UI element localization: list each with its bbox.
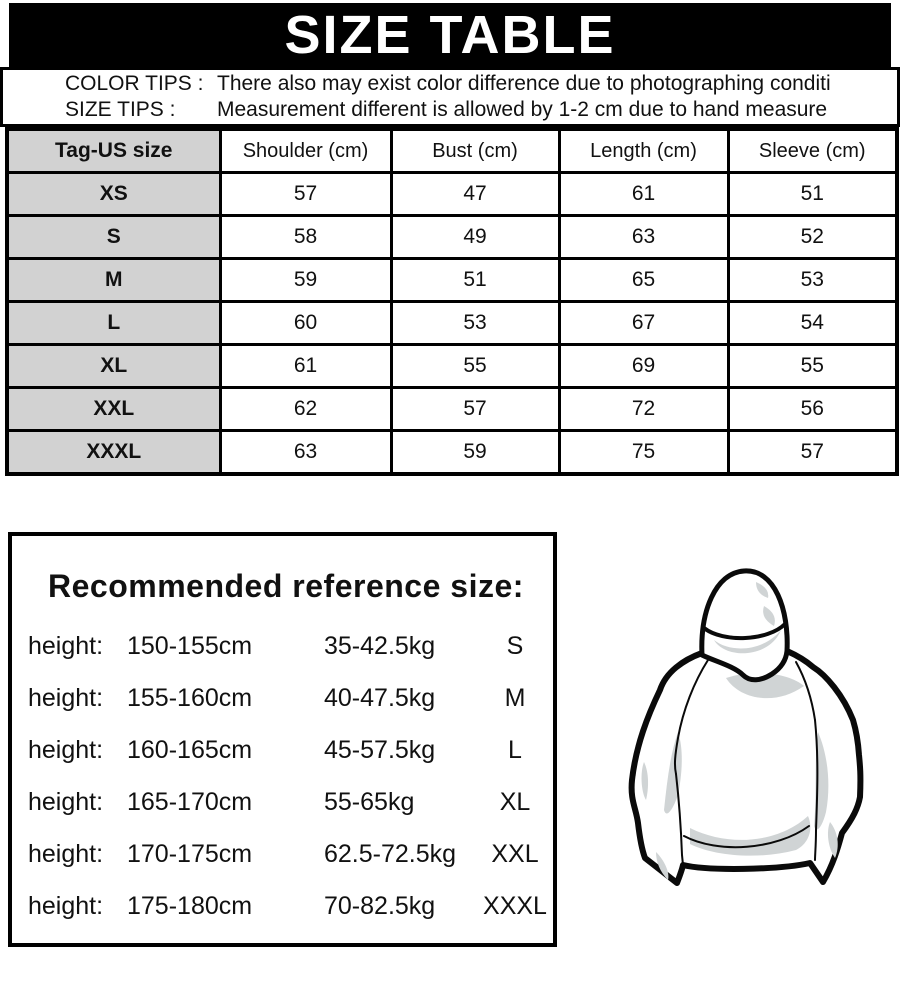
- size-label: M: [7, 259, 220, 302]
- size-label: XL: [7, 345, 220, 388]
- size-table-banner: [9, 3, 891, 67]
- shoulder-value: 59: [220, 259, 391, 302]
- color-tips-row: [3, 71, 897, 97]
- table-row-xxxl: [7, 431, 897, 475]
- reference-row: [12, 880, 553, 932]
- table-header-row: [7, 129, 897, 173]
- bust-value: 53: [391, 302, 559, 345]
- sleeve-value: 51: [728, 173, 897, 216]
- column-header-bust: Bust (cm): [391, 129, 559, 173]
- size-label: XS: [7, 173, 220, 216]
- shoulder-value: 63: [220, 431, 391, 475]
- size-tips-text: Measurement different is allowed by 1-2 cm due to hand measure: [217, 98, 828, 121]
- height-range: 160-165cm: [127, 735, 253, 764]
- recommended-size: L: [508, 735, 522, 764]
- length-value: 75: [559, 431, 728, 475]
- page-title: SIZE TABLE: [284, 5, 616, 65]
- length-value: 63: [559, 216, 728, 259]
- shoulder-value: 57: [220, 173, 391, 216]
- column-header-length: Length (cm): [559, 129, 728, 173]
- shoulder-value: 58: [220, 216, 391, 259]
- size-label: L: [7, 302, 220, 345]
- weight-range: 40-47.5kg: [324, 683, 436, 712]
- weight-range: 62.5-72.5kg: [324, 839, 457, 868]
- bust-value: 59: [391, 431, 559, 475]
- height-range: 150-155cm: [127, 631, 253, 660]
- recommended-size: XXXL: [483, 891, 547, 920]
- reference-row: [12, 620, 553, 672]
- bust-value: 55: [391, 345, 559, 388]
- height-range: 155-160cm: [127, 683, 253, 712]
- weight-range: 45-57.5kg: [324, 735, 436, 764]
- reference-row: [12, 828, 553, 880]
- length-value: 67: [559, 302, 728, 345]
- table-row-xs: [7, 173, 897, 216]
- reference-row: [12, 672, 553, 724]
- sleeve-value: 53: [728, 259, 897, 302]
- weight-range: 35-42.5kg: [324, 631, 436, 660]
- color-tips-label: COLOR TIPS :: [65, 72, 204, 95]
- reference-row: [12, 776, 553, 828]
- recommended-size-rows: [12, 620, 553, 932]
- shoulder-value: 60: [220, 302, 391, 345]
- table-row-s: [7, 216, 897, 259]
- table-row-m: [7, 259, 897, 302]
- sleeve-value: 54: [728, 302, 897, 345]
- recommended-size: S: [506, 631, 524, 660]
- weight-range: 70-82.5kg: [324, 891, 436, 920]
- sleeve-value: 56: [728, 388, 897, 431]
- shoulder-value: 61: [220, 345, 391, 388]
- column-header-tag-size: Tag-US size: [7, 129, 220, 173]
- reference-row: [12, 724, 553, 776]
- length-value: 65: [559, 259, 728, 302]
- length-value: 72: [559, 388, 728, 431]
- table-row-xxl: [7, 388, 897, 431]
- size-label: XXXL: [7, 431, 220, 475]
- bust-value: 49: [391, 216, 559, 259]
- sleeve-value: 55: [728, 345, 897, 388]
- bust-value: 57: [391, 388, 559, 431]
- size-label: XXL: [7, 388, 220, 431]
- height-label: height:: [28, 787, 104, 816]
- size-tips-label: SIZE TIPS :: [65, 98, 176, 121]
- table-row-l: [7, 302, 897, 345]
- height-range: 165-170cm: [127, 787, 253, 816]
- height-range: 170-175cm: [127, 839, 253, 868]
- weight-range: 55-65kg: [324, 787, 415, 816]
- hoodie-back-view-illustration: [618, 560, 900, 895]
- height-label: height:: [28, 839, 104, 868]
- recommended-size: XL: [499, 787, 531, 816]
- bust-value: 51: [391, 259, 559, 302]
- length-value: 61: [559, 173, 728, 216]
- height-label: height:: [28, 891, 104, 920]
- column-header-shoulder: Shoulder (cm): [220, 129, 391, 173]
- recommended-size: M: [504, 683, 526, 712]
- sleeve-value: 57: [728, 431, 897, 475]
- recommended-size-heading: Recommended reference size:: [48, 568, 524, 604]
- sleeve-value: 52: [728, 216, 897, 259]
- height-label: height:: [28, 735, 104, 764]
- size-tips-row: [3, 97, 897, 123]
- shoulder-value: 62: [220, 388, 391, 431]
- bust-value: 47: [391, 173, 559, 216]
- recommended-size-box: [8, 532, 557, 947]
- height-range: 175-180cm: [127, 891, 253, 920]
- size-label: S: [7, 216, 220, 259]
- tips-strip: [0, 67, 900, 127]
- color-tips-text: There also may exist color difference due to photographing conditi: [217, 72, 831, 95]
- height-label: height:: [28, 683, 104, 712]
- size-measurement-table: [5, 127, 899, 476]
- length-value: 69: [559, 345, 728, 388]
- table-row-xl: [7, 345, 897, 388]
- recommended-size: XXL: [491, 839, 539, 868]
- column-header-sleeve: Sleeve (cm): [728, 129, 897, 173]
- height-label: height:: [28, 631, 104, 660]
